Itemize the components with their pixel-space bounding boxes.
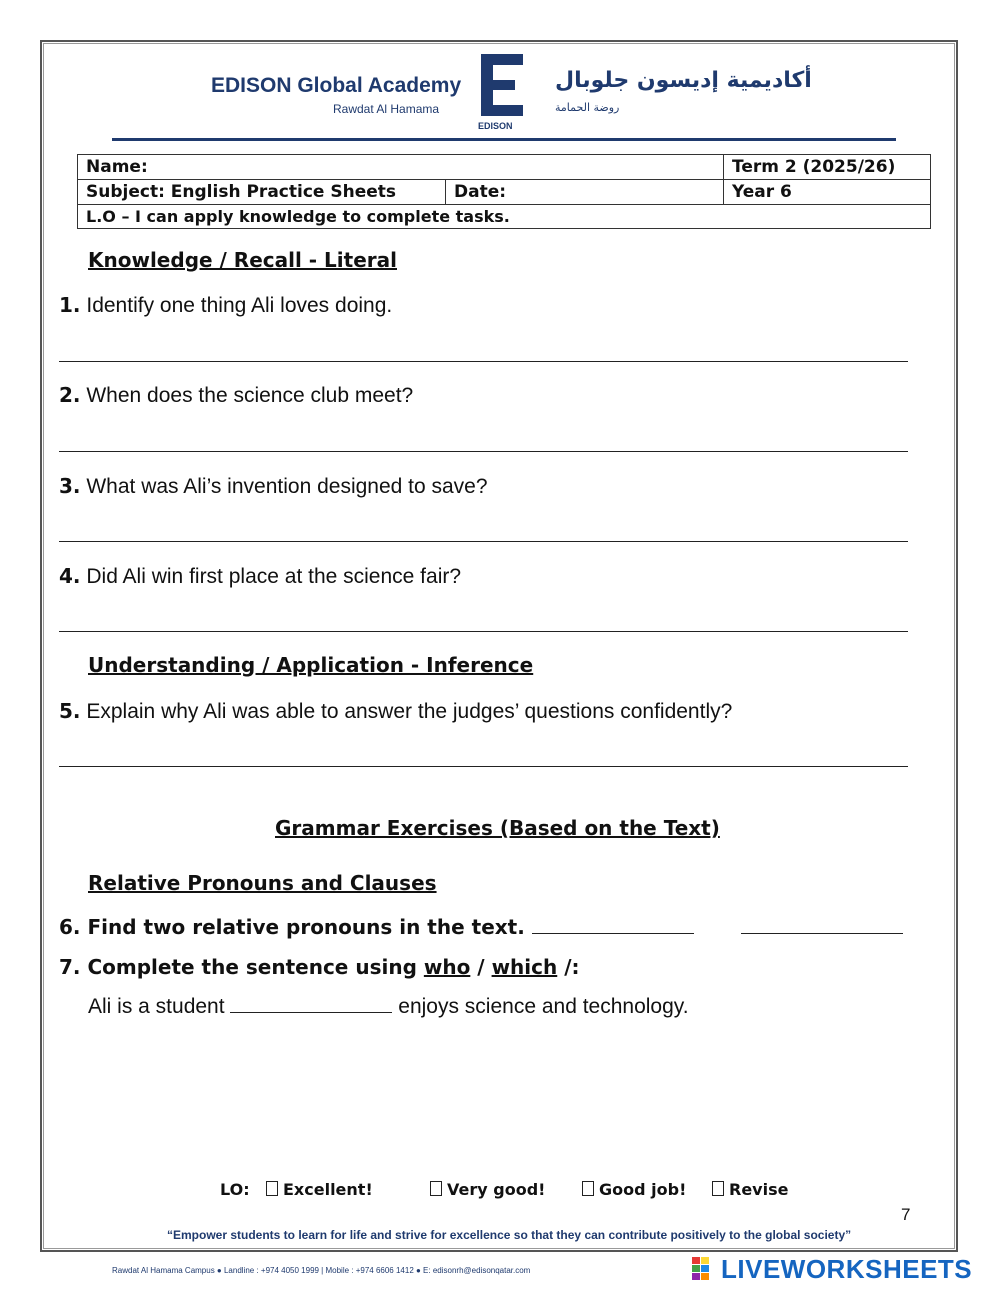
question-4 [59, 564, 461, 589]
logo-mid-bar [481, 80, 515, 90]
separator: /: [564, 955, 580, 979]
question-6 [59, 913, 903, 939]
lo-option-label: Excellent! [283, 1180, 373, 1199]
answer-blank-6a[interactable] [532, 913, 694, 934]
answer-blank-7[interactable] [230, 994, 392, 1013]
question-text: Did Ali win first place at the science fair? [86, 565, 462, 588]
logo-top-bar [481, 54, 523, 65]
question-3 [59, 474, 488, 499]
grammar-title: Grammar Exercises (Based on the Text) [275, 816, 720, 840]
school-name-ar: أكاديمية إديسون جلوبال [555, 68, 812, 93]
year-cell: Year 6 [724, 180, 931, 205]
section-heading-relative: Relative Pronouns and Clauses [88, 871, 437, 895]
answer-line-2[interactable] [59, 451, 908, 452]
question-text: When does the science club meet? [86, 384, 414, 407]
term-cell: Term 2 (2025/26) [724, 155, 931, 180]
question-number: 1. [59, 293, 81, 317]
answer-blank-6b[interactable] [741, 913, 903, 934]
checkbox-icon[interactable] [430, 1181, 442, 1196]
answer-line-1[interactable] [59, 361, 908, 362]
question-number: 3. [59, 474, 81, 498]
question-text: Explain why Ali was able to answer the judges’ questions confidently? [86, 700, 733, 723]
answer-line-4[interactable] [59, 631, 908, 632]
campus-name-en: Rawdat Al Hamama [333, 102, 440, 116]
date-field[interactable]: Date: [446, 180, 724, 205]
separator: / [477, 955, 485, 979]
question-number: 5. [59, 699, 81, 723]
fill-in-sentence [88, 994, 689, 1019]
campus-name-ar: روضة الحمامة [555, 101, 620, 114]
option-who: who [423, 955, 471, 979]
info-row-3 [78, 205, 931, 229]
question-1 [59, 293, 392, 318]
lo-option-revise[interactable] [712, 1180, 788, 1199]
lo-option-good-job[interactable] [582, 1180, 686, 1199]
question-text: 7. Complete the sentence using [59, 955, 417, 979]
question-text: 6. Find two relative pronouns in the text. [59, 915, 525, 939]
checkbox-icon[interactable] [266, 1181, 278, 1196]
checkbox-icon[interactable] [582, 1181, 594, 1196]
header-divider [112, 138, 896, 141]
logo-caption: EDISON [478, 121, 513, 131]
question-number: 4. [59, 564, 81, 588]
student-info-table [77, 154, 931, 229]
lo-option-very-good[interactable] [430, 1180, 545, 1199]
learning-objective: L.O – I can apply knowledge to complete tasks. [78, 205, 931, 229]
question-7 [59, 955, 580, 979]
contact-info: Rawdat Al Hamama Campus ● Landline : +974 4050 1999 | Mobile : +974 6606 1412 ● E: edisonrh@edisonqatar.com [112, 1266, 531, 1275]
name-field[interactable]: Name: [78, 155, 724, 180]
school-name-en: EDISON Global Academy [211, 74, 462, 97]
checkbox-icon[interactable] [712, 1181, 724, 1196]
sentence-start: Ali is a student [88, 995, 225, 1018]
section-heading-knowledge: Knowledge / Recall - Literal [88, 248, 397, 272]
page-number: 7 [901, 1205, 911, 1224]
sentence-end: enjoys science and technology. [398, 995, 689, 1018]
answer-line-5[interactable] [59, 766, 908, 767]
info-row-1 [78, 155, 931, 180]
subject-cell: Subject: English Practice Sheets [78, 180, 446, 205]
liveworksheets-logo-icon [692, 1257, 720, 1281]
question-text: Identify one thing Ali loves doing. [86, 294, 393, 317]
answer-line-3[interactable] [59, 541, 908, 542]
lo-option-label: Revise [729, 1180, 789, 1199]
school-motto: “Empower students to learn for life and strive for excellence so that they can contribute positively to the global society” [167, 1228, 852, 1242]
lo-option-label: Very good! [447, 1180, 546, 1199]
lo-option-excellent[interactable] [266, 1180, 373, 1199]
question-number: 2. [59, 383, 81, 407]
lo-option-label: Good job! [599, 1180, 687, 1199]
question-2 [59, 383, 413, 408]
question-5 [59, 699, 732, 724]
school-logo [481, 54, 523, 116]
option-which: which [491, 955, 558, 979]
info-row-2 [78, 180, 931, 205]
logo-bottom-bar [481, 105, 523, 116]
lo-label: LO: [220, 1180, 250, 1199]
liveworksheets-watermark[interactable]: LIVEWORKSHEETS [721, 1254, 973, 1284]
question-text: What was Ali’s invention designed to save? [86, 475, 488, 498]
section-heading-understanding: Understanding / Application - Inference [88, 653, 534, 677]
